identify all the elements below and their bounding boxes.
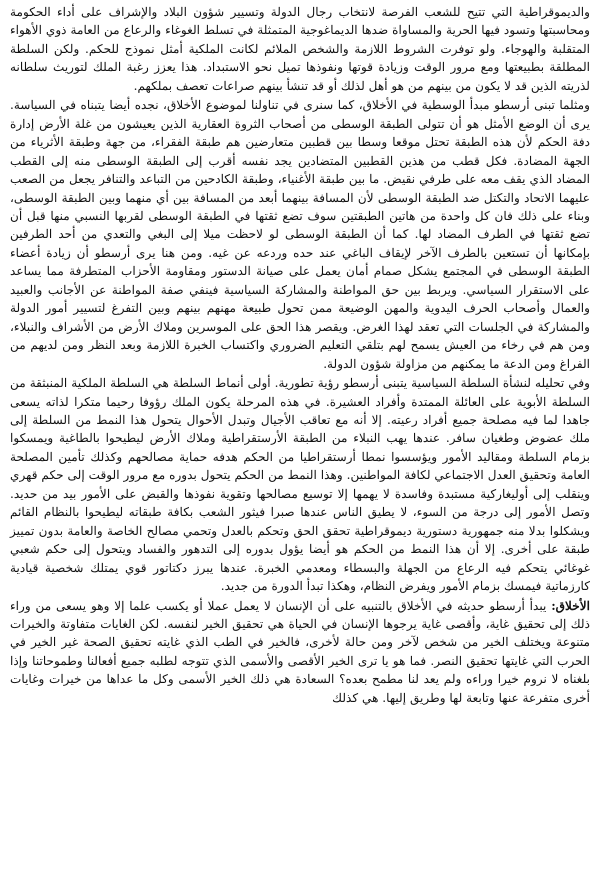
section-heading-ethics: الأخلاق: (551, 598, 590, 613)
paragraph-political-evolution (10, 374, 590, 595)
paragraph-text: وفي تحليله لنشأة السلطة السياسية يتبنى أرسطو رؤية تطورية. أولى أنماط السلطة هي السلطة الملكية المنبثقة من السلطة الأبوية على العائلة الممتدة وأفراد العشيرة. في هذه المرحلة يكون الملك رؤوفا رحيما متكرا لذاته يسعى جاهدا لما فيه مصلحة جميع أفراد رعيته. إلا أنه مع تعاقب الأجيال وتبدل الأحوال يتحول هذا النمط من السلطة إلى ملك عضوض وطغيان سافر. عندها يهب النبلاء من الطبقة الأرستقراطية وملاك الأرض ليطيحوا بالطاغية ويمسكوا بزمام السلطة ومقاليد الأمور ويؤسسوا نمطا أرستقراطيا من الحكم هدفه حماية مصالحهم وكذلك تأمين المصلحة العامة وتحقيق العدل الاجتماعي لكافة المواطنين. وهذا النمط من الحكم يتحول بدوره مع مرور الوقت إلى حكم قهري وينقلب إلى أوليغاركية مستبدة وفاسدة لا يهمها إلا توسيع مصالحها وتقوية نفوذها والقبض على الأمور بيد من حديد. وتصل الأمور إلى درجة من السوء، لا يطيق الناس عندها صبرا فيثور الشعب بكافة طبقاته ليطيحوا بالنظام القائم ويشكلوا بدلا منه جمهورية دستورية ديموقراطية تحقق الحق وتحكم بالعدل وتحمي مصالح الخاصة والعامة بدون تمييز طبقة على أخرى. إلا أن هذا النمط من الحكم هو أيضا يؤول بدوره إلى التدهور والفساد ويتحول إلى حكم شعبي غوغائي يتحكم فيه الرعاع من الجهلة والبسطاء ومعدمي الخبرة. عندها يبرز دكتاتور قوي يمتلك شخصية قيادية كارزماتية فيمسك بزمام الأمور ويفرض النظام، وهكذا تبدأ الدورة من جديد. (10, 376, 590, 594)
paragraph-text: والديموقراطية التي تتيح للشعب الفرصة لانتخاب رجال الدولة وتسيير شؤون البلاد والإشراف على أداء الحكومة ومحاسبتها وتسود فيها الحرية والمساواة ضدها الديماغوجية المتمثلة في تسلط الغوغاء والرعاع من العامة ذوي الأهواء المتقلبة والهوجاء. ولو توفرت الشروط اللازمة والشخص الملائم لكانت الملكية أمثل نموذج للحكم. ولكن السلطة المطلقة بطبيعتها ومع مرور الوقت وزيادة قوتها ونفوذها تميل نحو الاستبداد. هذا يعزز رغبة الملك لتوريث سلطانه لذريته الذين قد لا يكون من بينهم من هو أهل لذلك أو قد تنشأ بينهم صراعات تعصف بملكهم. (10, 5, 590, 93)
paragraph-text: ومثلما تبنى أرسطو مبدأ الوسطية في الأخلاق، كما سنرى في تناولنا لموضوع الأخلاق، نجده أيضا يتبناه في السياسة. يرى أن الوضع الأمثل هو أن تتولى الطبقة الوسطى من أصحاب الثروة العقارية الذين يعيشون من غلة الأرض إدارة دفة الحكم لأن هذه الطبقة تحتل موقعا وسطا بين قطبين متعارضين هم طبقة الفقراء، من جهة وطبقة الأثرياء من الجهة المضادة. فكل قطب من هذين القطبين المتضادين يجد نفسه أقرب إلى الطبقة الوسطى منه إلى القطب المضاد الذي يقف معه على طرفي نقيض. ما بين طبقة الأغنياء، وطبقة الكادحين من التباعد والتنافر يجعل من الصعب عليهما الاتحاد والتكتل ضد الطبقة الوسطى لأن المسافة بينهما أبعد من المسافة بين أي منهما وبين الطبقة الوسطى، وبناء على ذلك فان كل واحدة من هاتين الطبقتين سوف تضع ثقتها في الطبقة الوسطى لقربها النسبي منها قبل أن تضع ثقتها في الطرف المضاد لها. كما أن الطبقة الوسطى لو لاحظت ميلا إلى البغي والتعدي من أحد الطرفين بإمكانها أن تستعين بالطرف الآخر لإيقاف الباغي عند حده وردعه عن غيه. ومن هنا يرى أرسطو أن زيادة أعضاء الطبقة الوسطى في المجتمع يشكل صمام أمان يعمل على صيانة الدستور ومقاومة الأحزاب المتطرفة مما يساعد على الاستقرار السياسي. ويربط بين حق المواطنة والمشاركة السياسية فينفي صفة المواطنة عن الأجانب والعبيد والعمال وأصحاب الحرف اليدوية والمهن الوضيعة ممن تحول طبيعة مهنهم بينهم وبين التفرغ لتسيير أمور الدولة والمشاركة في الجلسات التي تعقد لهذا الغرض. ويقصر هذا الحق على الموسرين وملاك الأرض من الأشراف والنبلاء، ومن هم في رخاء من العيش يسمح لهم بتلقي التعليم الضروري واكتساب الخبرة اللازمة وبعد النظر ومن لديهم من الفراغ ومن الدعة ما يمكنهم من مزاولة شؤون الدولة. (10, 98, 590, 371)
paragraph-text: يبدأ أرسطو حديثه في الأخلاق بالتنبيه على أن الإنسان لا يعمل عملا أو يكسب علما إلا وهو يسعى من وراء ذلك إلى تحقيق غاية، وأقصى غاية يرجوها الإنسان في الحياة هي تحقيق الخير لنفسه. لكن الغايات متفاوتة والخيرات متنوعة ويختلف الخير من شخص لآخر ومن حالة لأخرى، فالخير في الطب الذي غايته تحقيق الصحة غير الخير في الحرب التي غايتها تحقيق النصر. فما هو يا ترى الخير الأقصى والأسمى الذي تتوجه لطلبه جميع أفعالنا وطموحاتنا وإذا بلغناه لا نروم خيرا وراءه ولم يعد لنا مطمح بعده؟ السعادة هي ذلك الخير الأسمى وكل ما عداها من خيرات وغايات أخرى متفرعة عنها وتابعة لها وطريق إليها. هي كذلك (10, 598, 590, 705)
paragraph-middle-class (10, 96, 590, 373)
paragraph-monarchy-forms (10, 3, 590, 95)
paragraph-ethics (10, 597, 590, 708)
